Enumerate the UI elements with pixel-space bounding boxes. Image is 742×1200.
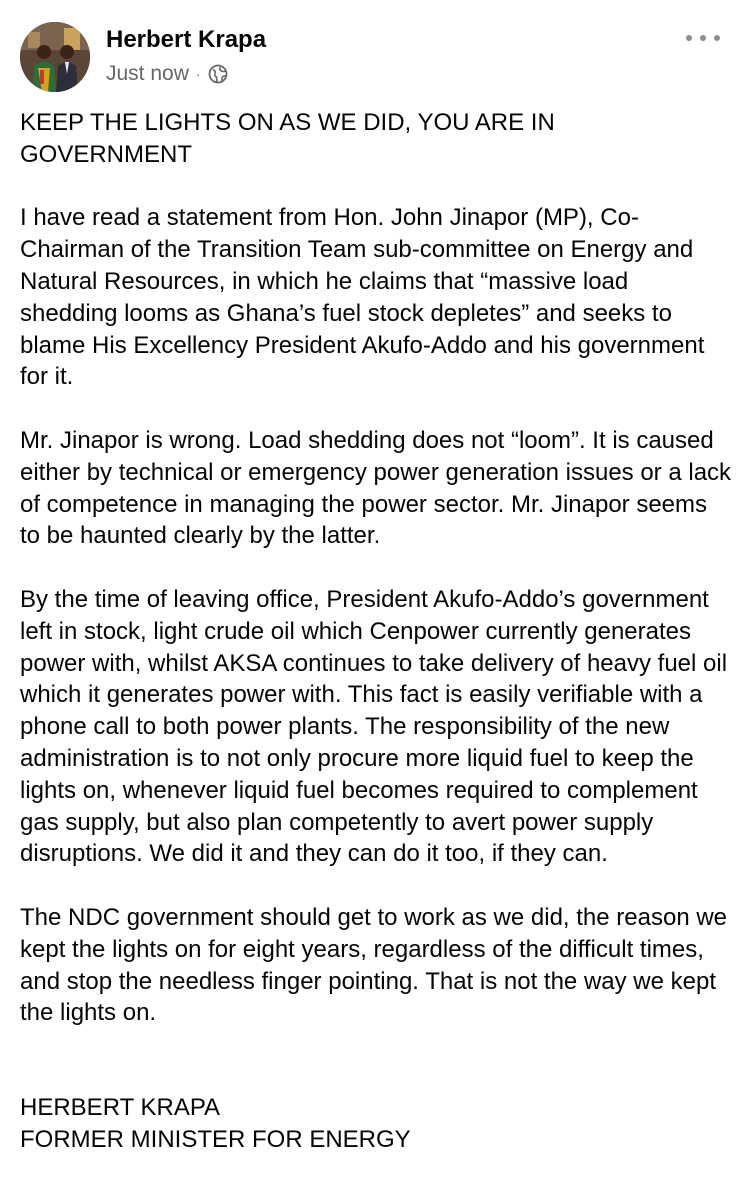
signature-title: FORMER MINISTER FOR ENERGY bbox=[20, 1125, 411, 1153]
more-options-icon[interactable] bbox=[686, 28, 720, 48]
globe-icon[interactable] bbox=[208, 64, 228, 84]
more-dot bbox=[686, 35, 692, 41]
post-paragraph: The NDC government should get to work as we did, the reason we kept the lights on for eight years, regardless of the difficult times, and stop the needless finger pointing. That is not the way we kept the lights on. bbox=[20, 903, 728, 1027]
post-meta bbox=[106, 62, 228, 86]
author-avatar[interactable] bbox=[20, 22, 90, 92]
author-name[interactable]: Herbert Krapa bbox=[106, 26, 267, 53]
post-header bbox=[20, 20, 722, 92]
post-headline: KEEP THE LIGHTS ON AS WE DID, YOU ARE IN GOVERNMENT bbox=[20, 109, 555, 168]
post-body bbox=[20, 107, 732, 1156]
signature-block bbox=[20, 1092, 732, 1156]
signature-name: HERBERT KRAPA bbox=[20, 1094, 221, 1122]
more-dot bbox=[700, 35, 706, 41]
meta-separator: · bbox=[195, 66, 201, 82]
post-time[interactable]: Just now bbox=[106, 62, 189, 85]
post-paragraph: By the time of leaving office, President Akufo-Addo’s government left in stock, light crude oil which Cenpower currently generates power with, whilst AKSA continues to take delivery of heavy fuel oil which it generates power with. This fact is easily verifiable with a phone call to both power plants. The responsibility of the new administration is to not only procure more liquid fuel to keep the lights on, whenever liquid fuel becomes required to complement gas supply, but also plan competently to avert power supply disruptions. We did it and they can do it too, if they can. bbox=[20, 585, 728, 868]
more-dot bbox=[714, 35, 720, 41]
post-paragraph: Mr. Jinapor is wrong. Load shedding does not “loom”. It is caused either by technical or emergency power generation issues or a lack of competence in managing the power sector. Mr. Jinapor seems to be haunted clearly by the latter. bbox=[20, 426, 732, 550]
post-paragraph: I have read a statement from Hon. John Jinapor (MP), Co-Chairman of the Transition Team sub-committee on Energy and Natural Resources, in which he claims that “massive load shedding looms as Ghana’s fuel stock depletes” and seeks to blame His Excellency President Akufo-Addo and his government for it. bbox=[20, 204, 705, 391]
